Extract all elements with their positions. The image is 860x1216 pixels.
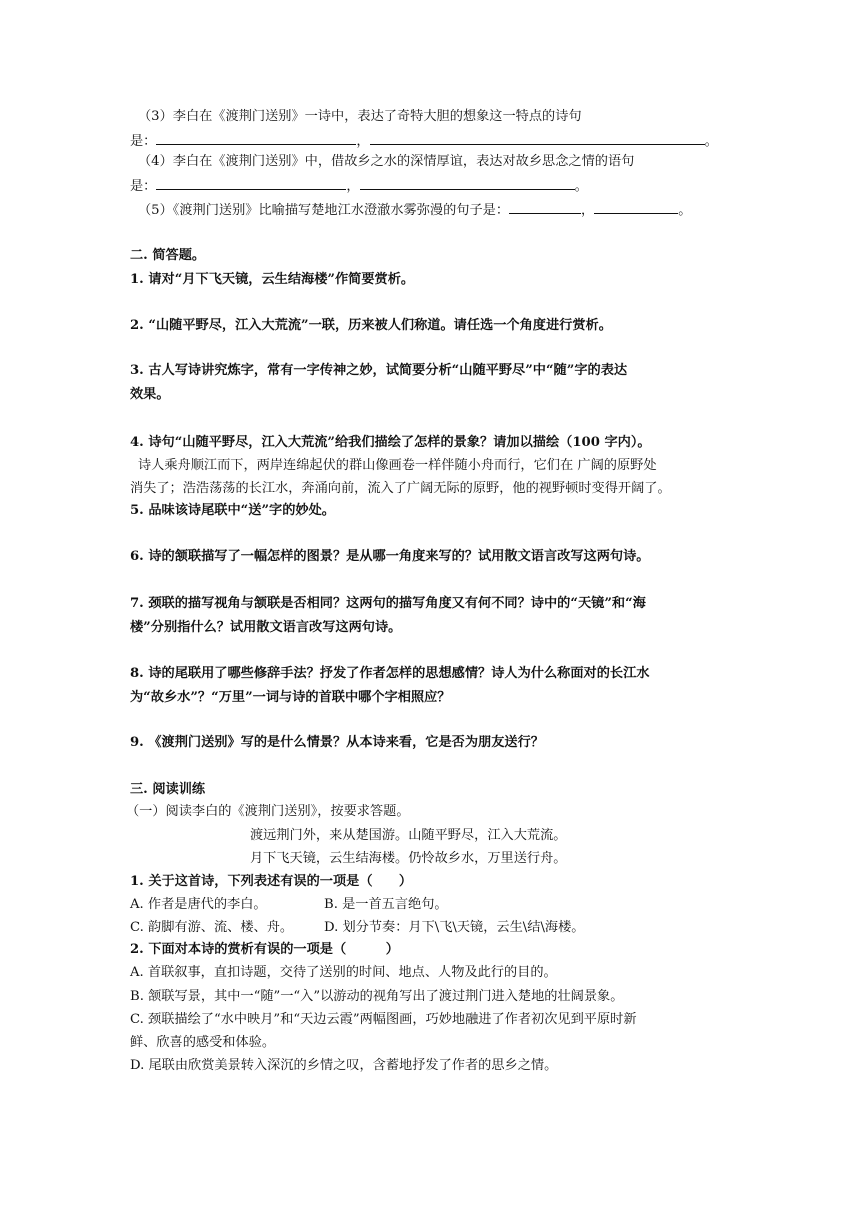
fill-q4-prefix: 是： (130, 179, 157, 194)
mc1-option-b[interactable]: B. 是一首五言绝句。 (324, 897, 448, 912)
fill-q5-text: （5）《渡荆门送别》比喻描写楚地江水澄澈水雾弥漫的句子是： (138, 203, 510, 218)
mc2-option-c-line1[interactable]: C. 颈联描绘了“水中映月”和“天边云霞”两幅图画，巧妙地融进了作者初次见到平原时新 (130, 1012, 637, 1027)
section2-q4-answer-line2: 消失了；浩浩荡荡的长江水，奔涌向前，流入了广阔无际的原野，他的视野顿时变得开阔了。 (130, 481, 671, 496)
fill-q5-period: 。 (678, 203, 692, 218)
poem-line2: 月下飞天镜，云生结海楼。仍怜故乡水，万里送行舟。 (250, 851, 567, 866)
fill-q3-comma: ， (356, 134, 370, 149)
fill-q3-blank-1[interactable] (156, 131, 356, 145)
fill-q3-blank-2[interactable] (370, 131, 705, 145)
section2-q6: 6. 诗的颔联描写了一幅怎样的图景？是从哪一角度来写的？试用散文语言改写这两句诗。 (130, 549, 650, 564)
section2-q2: 2. “山随平野尽，江入大荒流”一联，历来被人们称道。请任选一个角度进行赏析。 (130, 318, 612, 333)
section2-q5: 5. 品味该诗尾联中“送”字的妙处。 (130, 503, 335, 518)
mc1-option-d[interactable]: D. 划分节奏：月下\飞\天镜，云生\结\海楼。 (324, 920, 585, 935)
fill-q5 (138, 200, 748, 221)
section2-heading: 二. 简答题。 (130, 248, 206, 263)
fill-q5-comma: ， (581, 203, 595, 218)
fill-q5-blank-2[interactable] (594, 200, 678, 214)
mc1-options-cd (130, 918, 740, 938)
fill-q4-period: 。 (574, 179, 588, 194)
section2-q7-line1: 7. 颈联的描写视角与颔联是否相同？这两句的描写角度又有何不同？诗中的“天镜”和“海 (130, 596, 646, 611)
section3-heading: 三. 阅读训练 (130, 782, 206, 797)
mc1-option-a[interactable]: A. 作者是唐代的李白。 (130, 897, 267, 912)
fill-q3-line2 (130, 131, 740, 152)
fill-q4-line2 (130, 176, 740, 197)
fill-q3-line1: （3）李白在《渡荆门送别》一诗中，表达了奇特大胆的想象这一特点的诗句 (138, 109, 582, 124)
fill-q4-blank-2[interactable] (360, 176, 575, 190)
fill-q4-comma: ， (346, 179, 360, 194)
mc2-question: 2. 下面对本诗的赏析有误的一项是（ ） (130, 942, 399, 957)
section2-q8-line2: 为“故乡水”？“万里”一词与诗的首联中哪个字相照应？ (130, 690, 451, 705)
poem-line1: 渡远荆门外，来从楚国游。山随平野尽，江入大荒流。 (250, 828, 567, 843)
fill-q4-line1: （4）李白在《渡荆门送别》中，借故乡之水的深情厚谊，表达对故乡思念之情的语句 (138, 154, 635, 169)
section2-q1: 1. 请对“月下飞天镜，云生结海楼”作简要赏析。 (130, 272, 415, 287)
mc1-option-c[interactable]: C. 韵脚有游、流、楼、舟。 (130, 920, 294, 935)
fill-q3-period: 。 (704, 134, 718, 149)
mc1-question: 1. 关于这首诗，下列表述有误的一项是（ ） (130, 874, 413, 889)
mc1-options-ab (130, 895, 740, 915)
section2-q3-line1: 3. 古人写诗讲究炼字，常有一字传神之妙，试简要分析“山随平野尽”中“随”字的表达 (130, 363, 628, 378)
section2-q7-line2: 楼”分别指什么？试用散文语言改写这两句诗。 (130, 620, 402, 635)
mc2-option-b[interactable]: B. 颔联写景，其中一“随”一“入”以游动的视角写出了渡过荆门进入楚地的壮阔景象。 (130, 989, 624, 1004)
fill-q4-blank-1[interactable] (156, 176, 346, 190)
mc2-option-c-line2[interactable]: 鲜、欣喜的感受和体验。 (130, 1035, 276, 1050)
fill-q3-prefix: 是： (130, 134, 157, 149)
mc2-option-a[interactable]: A. 首联叙事，直扣诗题，交待了送别的时间、地点、人物及此行的目的。 (130, 965, 557, 980)
fill-q5-blank-1[interactable] (509, 200, 581, 214)
mc2-option-d[interactable]: D. 尾联由欣赏美景转入深沉的乡情之叹，含蓄地抒发了作者的思乡之情。 (130, 1058, 558, 1073)
section2-q8-line1: 8. 诗的尾联用了哪些修辞手法？抒发了作者怎样的思想感情？诗人为什么称面对的长江水 (130, 666, 650, 681)
section2-q9: 9. 《渡荆门送别》写的是什么情景？从本诗来看，它是否为朋友送行？ (130, 735, 544, 750)
section3-sub1: （一）阅读李白的《渡荆门送别》，按要求答题。 (126, 804, 410, 819)
section2-q4-answer-line1: 诗人乘舟顺江而下，两岸连绵起伏的群山像画卷一样伴随小舟而行，它们在 广阔的原野处 (138, 458, 657, 473)
section2-q4: 4. 诗句“山随平野尽，江入大荒流”给我们描绘了怎样的景象？请加以描绘（100 字内）。 (130, 435, 651, 450)
section2-q3-line2: 效果。 (130, 387, 170, 402)
